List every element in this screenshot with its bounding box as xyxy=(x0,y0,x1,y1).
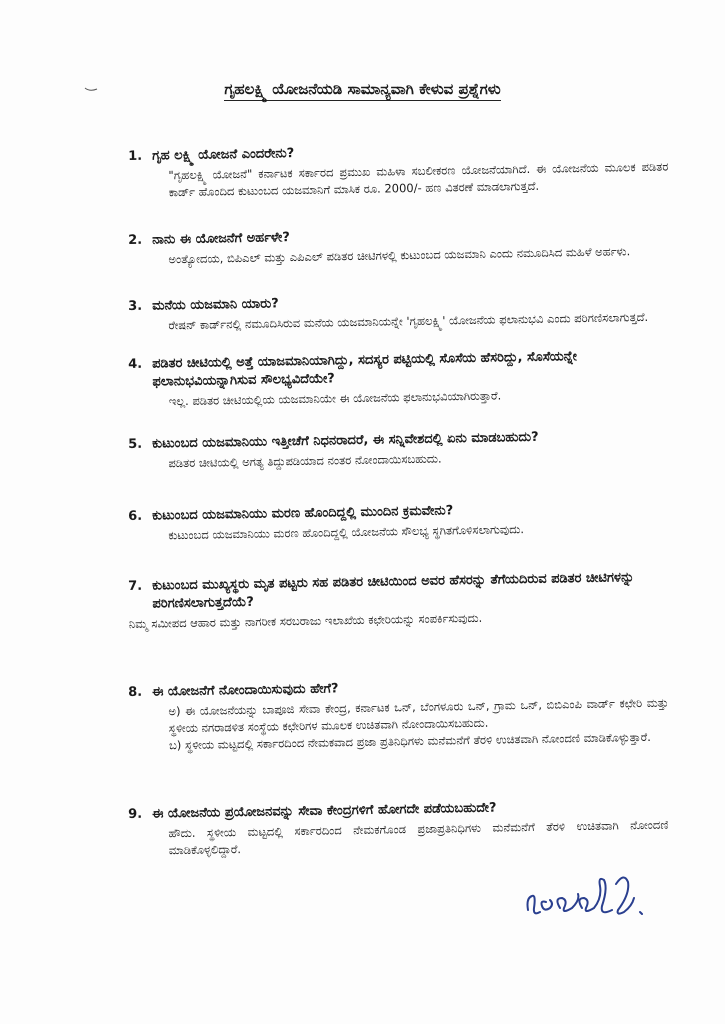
answer-text: "ಗೃಹಲಕ್ಷ್ಮಿ ಯೋಜನೆ" ಕರ್ನಾಟಕ ಸರ್ಕಾರದ ಪ್ರಮುಖ ಮಹಿಳಾ ಸಬಲೀಕರಣ ಯೋಜನೆಯಾಗಿದೆ. ಈ ಯೋಜನೆಯ ಮೂಲಕ ಪಡಿತರ ಕಾರ್ಡ್ ಹೊಂದಿದ ಕುಟುಂಬದ ಯಜಮಾನಿಗೆ ಮಾಸಿಕ ರೂ. 2000/- ಹಣ ವಿತರಣೆ ಮಾಡಲಾಗುತ್ತದೆ. xyxy=(168,159,669,200)
document-title-text: ಗೃಹಲಕ್ಷ್ಮಿ ಯೋಜನೆಯಡಿ ಸಾಮಾನ್ಯವಾಗಿ ಕೇಳುವ ಪ್ರಶ್ನೆಗಳು xyxy=(224,80,500,101)
question-number: 5. xyxy=(128,436,143,452)
answer-text-option-b: ಬ) ಸ್ಥಳೀಯ ಮಟ್ಟದಲ್ಲಿ ಸರ್ಕಾರದಿಂದ ನೇಮಕವಾದ ಪ್ರಜಾ ಪ್ರತಿನಿಧಿಗಳು ಮನೆಮನೆಗೆ ತೆರಳಿ ಉಚಿತವಾಗಿ ನೋಂದಣಿ ಮಾಡಿಕೊಳ್ಳುತ್ತಾರೆ. xyxy=(168,729,651,753)
question-number: 7. xyxy=(128,578,143,594)
question-text: ಈ ಯೋಜನೆಗೆ ನೋಂದಾಯಿಸುವುದು ಹೇಗೆ? xyxy=(152,681,339,700)
question-text: ಪಡಿತರ ಚೀಟಿಯಲ್ಲಿ ಅತ್ತೆ ಯಾಜಮಾನಿಯಾಗಿದ್ದು, ಸದಸ್ಯರ ಪಟ್ಟಿಯಲ್ಲಿ ಸೊಸೆಯ ಹೆಸರಿದ್ದು, ಸೊಸೆಯನ್ನೇ ಫಲಾನುಭವಿಯನ್ನಾಗಿಸುವ ಸೌಲಭ್ಯವಿದೆಯೇ? xyxy=(152,349,578,390)
faq-item-5 xyxy=(128,427,669,473)
question-number: 3. xyxy=(128,298,143,314)
faq-item-2 xyxy=(128,223,669,269)
question-text: ಕುಟುಂಬದ ಯಜಮಾನಿಯು ಇತ್ತೀಚೆಗೆ ನಿಧನರಾದರೆ, ಈ ಸನ್ನಿವೇಶದಲ್ಲಿ ಏನು ಮಾಡಬಹುದು? xyxy=(152,429,539,452)
answer-text: ಇಲ್ಲ. ಪಡಿತರ ಚೀಟಿಯಲ್ಲಿಯ ಯಜಮಾನಿಯೇ ಈ ಯೋಜನೆಯ ಫಲಾನುಭವಿಯಾಗಿರುತ್ತಾರೆ. xyxy=(168,388,502,409)
question-text: ಕುಟುಂಬದ ಮುಖ್ಯಸ್ಥರು ಮೃತ ಪಟ್ಟರು ಸಹ ಪಡಿತರ ಚೀಟಿಯಿಂದ ಅವರ ಹೆಸರನ್ನು ತೆಗೆಯದಿರುವ ಪಡಿತರ ಚೀಟಿಗಳನ್ನು ಪರಿಗಣಿಸಲಾಗುತ್ತದೆಯೆ? xyxy=(152,570,635,612)
answer-block xyxy=(168,695,669,755)
answer-text: ಅಂತ್ಯೋದಯ, ಬಿಪಿಎಲ್ ಮತ್ತು ಎಪಿಎಲ್ ಪಡಿತರ ಚೀಟಿಗಳಲ್ಲಿ ಕುಟುಂಬದ ಯಜಮಾನಿ ಎಂದು ನಮೂದಿಸಿದ ಮಹಿಳೆ ಅರ್ಹಳು. xyxy=(168,244,631,267)
answer-text-option-a: ಅ) ಈ ಯೋಜನೆಯನ್ನು ಬಾಪೂಜಿ ಸೇವಾ ಕೇಂದ್ರ, ಕರ್ನಾಟಕ ಒನ್, ಬೆಂಗಳೂರು ಒನ್, ಗ್ರಾಮ ಒನ್, ಬಿಬಿಎಂಪಿ ವಾರ್ಡ್ ಕಛೇರಿ ಮತ್ತು ಸ್ಥಳೀಯ ನಗರಾಡಳಿತ ಸಂಸ್ಥೆಯ ಕಛೇರಿಗಳ ಮೂಲಕ ಉಚಿತವಾಗಿ ನೋಂದಾಯಿಸಬಹುದು. xyxy=(168,695,669,736)
answer-text: ಹೌದು. ಸ್ಥಳೀಯ ಮಟ್ಟದಲ್ಲಿ ಸರ್ಕಾರದಿಂದ ನೇಮಕಗೊಂಡ ಪ್ರಜಾಪ್ರತಿನಿಧಿಗಳು ಮನೆಮನೆಗೆ ತೆರಳಿ ಉಚಿತವಾಗಿ ನೋಂದಣಿ ಮಾಡಿಕೊಳ್ಳಲಿದ್ದಾರೆ. xyxy=(168,817,669,858)
answer-text: ಪಡಿತರ ಚೀಟಿಯಲ್ಲಿ ಅಗತ್ಯ ತಿದ್ದುಪಡಿಯಾದ ನಂತರ ನೋಂದಾಯಿಸಬಹುದು. xyxy=(168,451,442,471)
answer-text: ನಿಮ್ಮ ಸಮೀಪದ ಆಹಾರ ಮತ್ತು ನಾಗರೀಕ ಸರಬರಾಜು ಇಲಾಖೆಯ ಕಛೇರಿಯನ್ನು ಸಂಪರ್ಕಿಸುವುದು. xyxy=(128,610,483,631)
answer-text: ರೇಷನ್ ಕಾರ್ಡ್‌ನಲ್ಲಿ ನಮೂದಿಸಿರುವ ಮನೆಯ ಯಜಮಾನಿಯನ್ನೇ 'ಗೃಹಲಕ್ಷ್ಮಿ' ಯೋಜನೆಯ ಫಲಾನುಭವಿ ಎಂದು ಪರಿಗಣಿಸಲಾಗುತ್ತದೆ. xyxy=(168,309,649,333)
handwritten-signature xyxy=(520,858,670,928)
question-number: 1. xyxy=(128,148,143,164)
faq-item-9 xyxy=(128,797,669,860)
question-text: ಈ ಯೋಜನೆಯ ಪ್ರಯೋಜನವನ್ನು ಸೇವಾ ಕೇಂದ್ರಗಳಿಗೆ ಹೋಗದೇ ಪಡೆಯಬಹುದೇ? xyxy=(152,800,497,822)
faq-item-1 xyxy=(128,139,669,202)
question-text: ನಾನು ಈ ಯೋಜನೆಗೆ ಅರ್ಹಳೇ? xyxy=(152,230,290,248)
faq-item-7 xyxy=(128,569,669,633)
question-text: ಕುಟುಂಬದ ಯಜಮಾನಿಯು ಮರಣ ಹೊಂದಿದ್ದಲ್ಲಿ ಮುಂದಿನ ಕ್ರಮವೇನು? xyxy=(152,503,454,524)
faq-item-8 xyxy=(128,675,669,755)
faq-item-6 xyxy=(128,499,669,545)
question-number: 2. xyxy=(128,232,143,248)
question-number: 9. xyxy=(128,806,143,822)
question-number: 8. xyxy=(128,684,143,700)
question-text: ಮನೆಯ ಯಜಮಾನಿ ಯಾರು? xyxy=(152,296,279,314)
question-number: 4. xyxy=(128,356,143,372)
faq-item-3 xyxy=(128,289,669,335)
question-number: 6. xyxy=(128,508,143,524)
document-title xyxy=(0,80,725,98)
answer-text: ಕುಟುಂಬದ ಯಜಮಾನಿಯು ಮರಣ ಹೊಂದಿದ್ದಲ್ಲಿ ಯೋಜನೆಯ ಸೌಲಭ್ಯ ಸ್ಥಗಿತಗೊಳಿಸಲಾಗುವುದು. xyxy=(168,522,525,543)
question-text: ಗೃಹ ಲಕ್ಷ್ಮಿ ಯೋಜನೆ ಎಂದರೇನು? xyxy=(152,146,295,164)
faq-item-4 xyxy=(128,347,669,411)
